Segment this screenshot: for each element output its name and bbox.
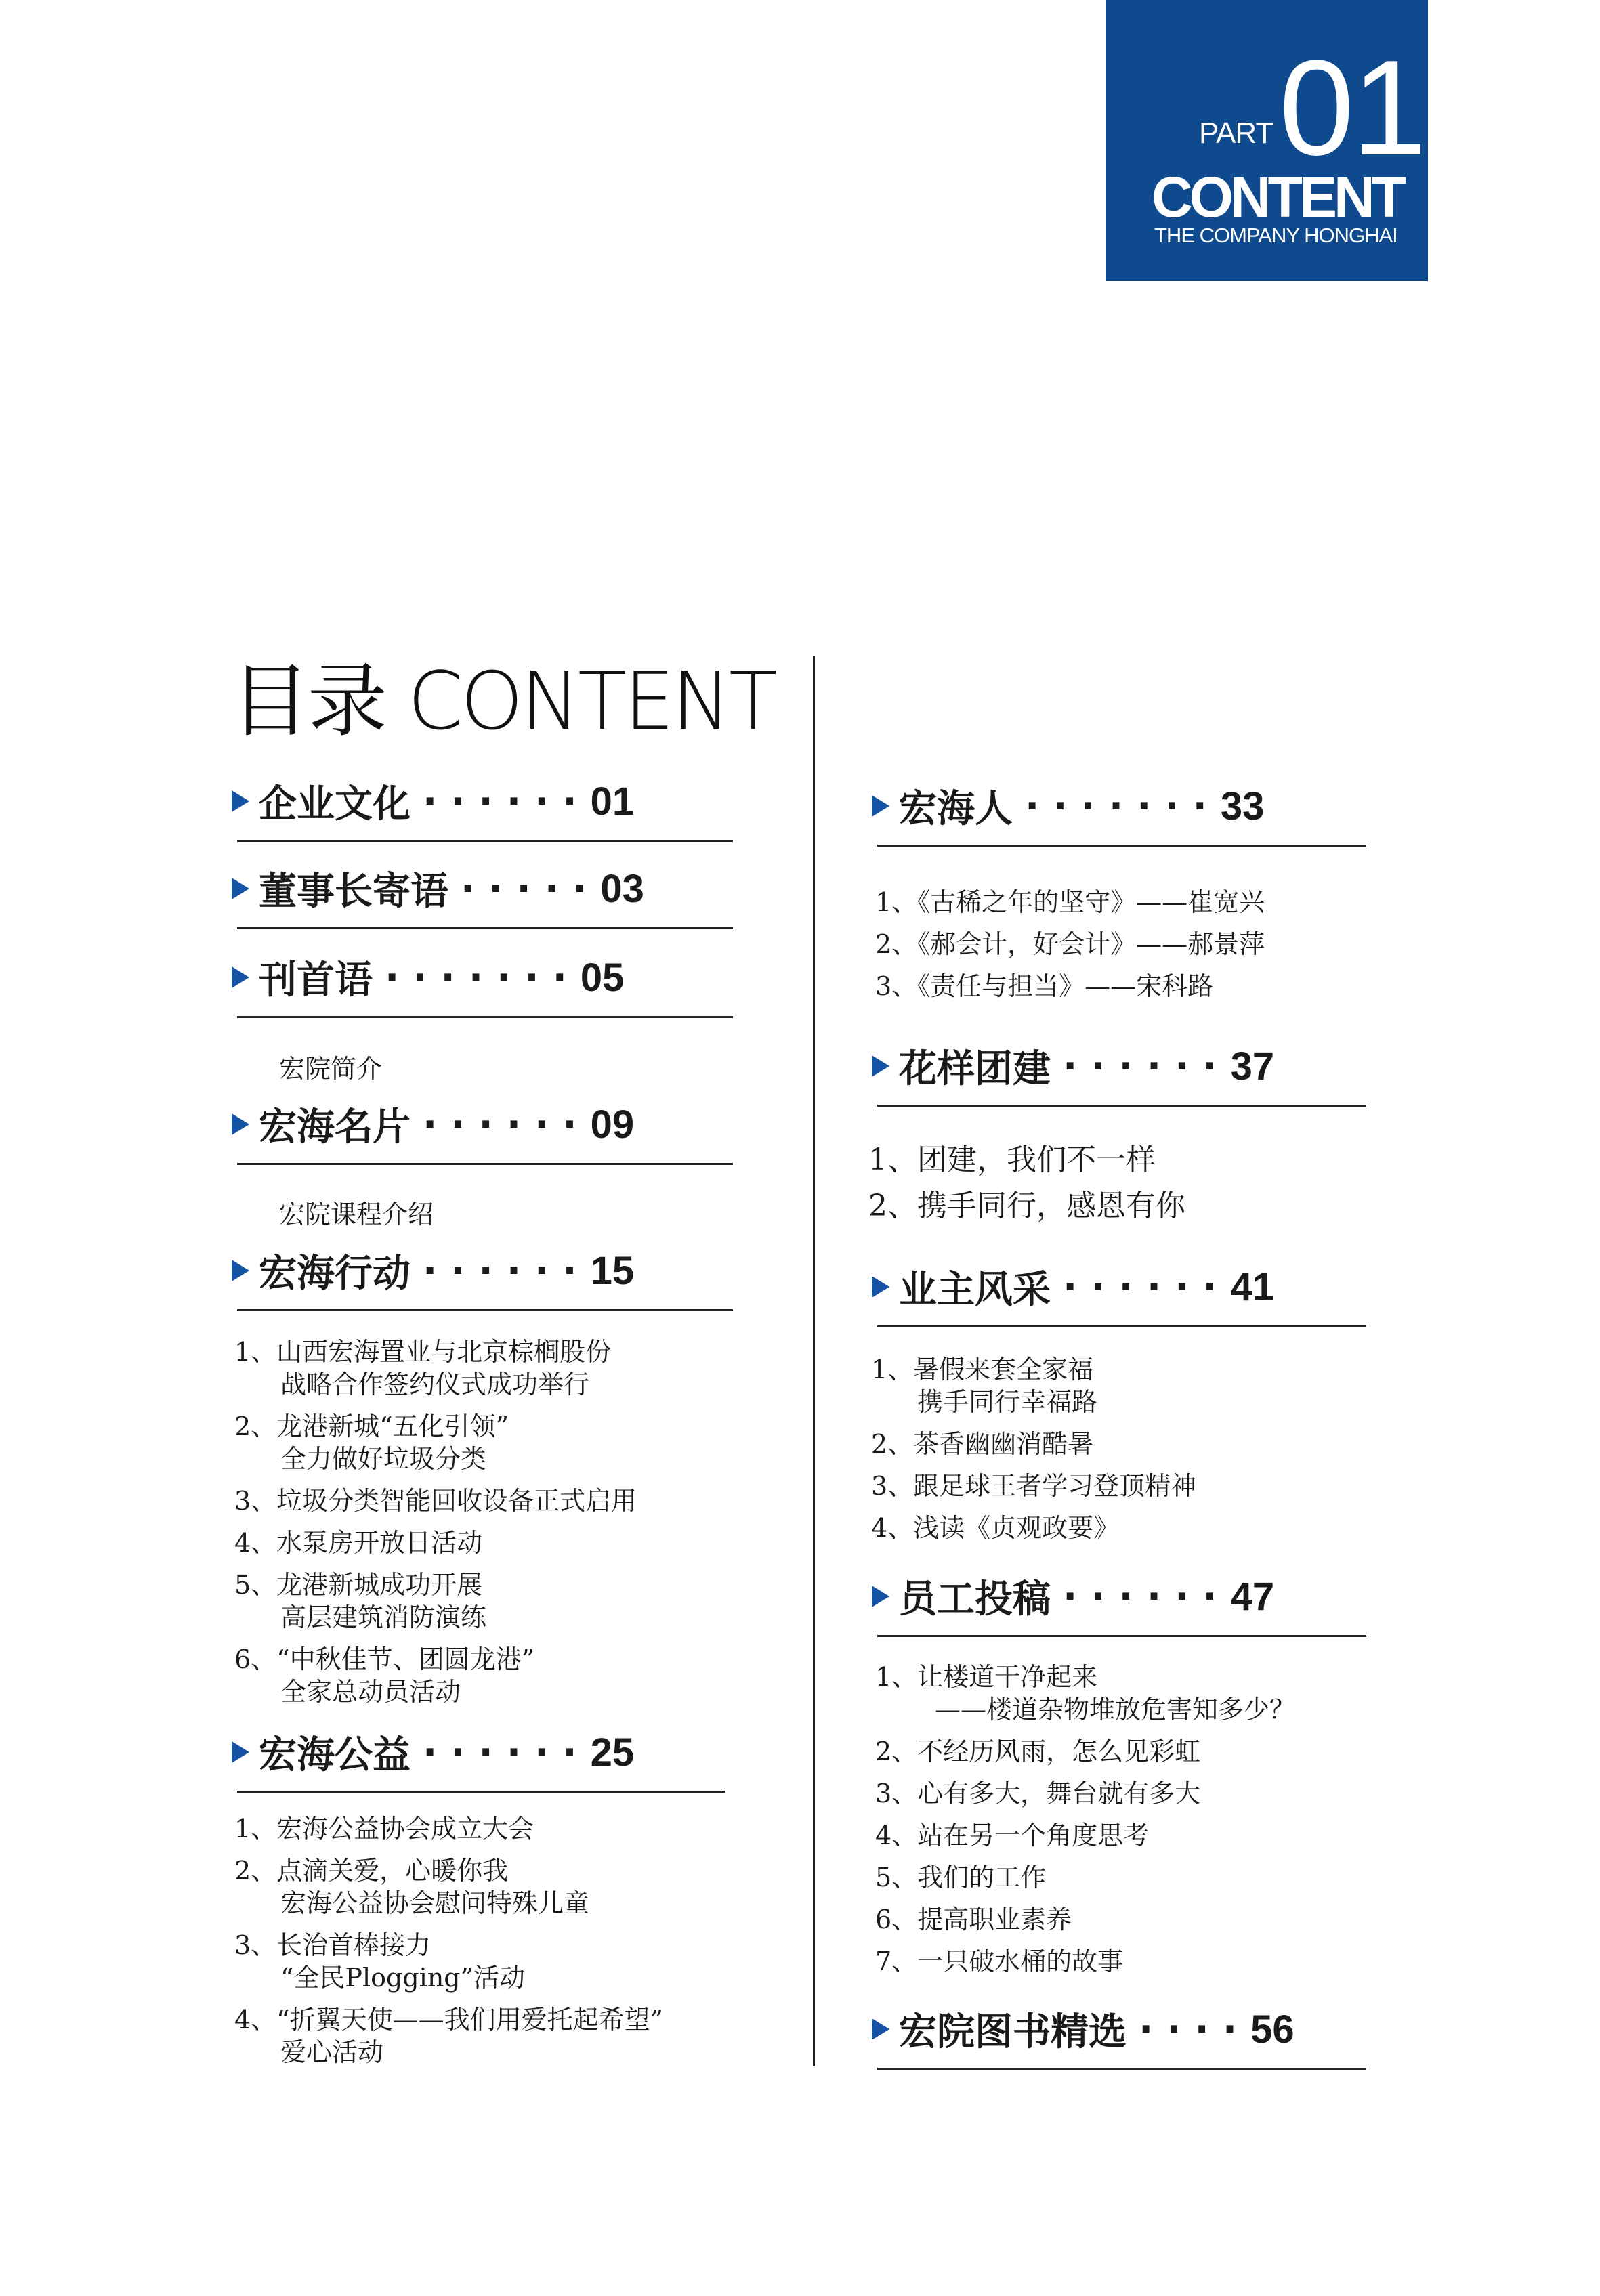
triangle-bullet-icon (872, 2018, 889, 2040)
page-title: 目录 CONTENT (230, 654, 776, 748)
triangle-bullet-icon (232, 1113, 249, 1135)
section-title: 企业文化 (259, 782, 410, 826)
subhead-course-intro: 宏院课程介绍 (279, 1199, 434, 1229)
section-rule (237, 840, 733, 842)
section-rule (877, 845, 1366, 847)
section-title: 宏海名片 (259, 1105, 410, 1149)
section-title: 宏海行动 (259, 1252, 410, 1296)
badge-part-label: PART (1199, 116, 1273, 150)
list-item[interactable]: 7、一只破水桶的故事 (875, 1947, 1124, 1976)
leader-dots: ······· (385, 955, 581, 1000)
list-item[interactable]: 4、浅读《贞观政要》 (871, 1513, 1120, 1543)
triangle-bullet-icon (872, 1586, 889, 1607)
section-rule (237, 1791, 725, 1793)
toc-items-honghai-action (234, 1336, 637, 1718)
toc-section-honghai-people[interactable] (872, 772, 1373, 847)
page-number: 01 (590, 779, 635, 824)
list-item[interactable]: 3、垃圾分类智能回收设备正式启用 (234, 1486, 637, 1516)
leader-dots: ······ (1063, 1044, 1231, 1088)
page-number: 15 (590, 1248, 635, 1293)
toc-section-team-building[interactable] (872, 1032, 1373, 1107)
toc-section-staff-contributions[interactable] (872, 1562, 1373, 1637)
toc-section-preface[interactable] (232, 943, 733, 1018)
section-rule (877, 1105, 1366, 1107)
toc-section-honghai-card[interactable] (232, 1090, 733, 1165)
toc-section-honghai-charity[interactable] (232, 1718, 733, 1793)
page-number: 03 (600, 866, 644, 911)
section-rule (877, 1325, 1366, 1327)
subhead-institute-intro: 宏院简介 (279, 1054, 383, 1084)
list-item[interactable]: 1、山西宏海置业与北京棕榈股份 战略合作签约仪式成功举行 (234, 1337, 612, 1399)
section-rule (877, 2068, 1366, 2070)
section-title: 宏海人 (899, 787, 1013, 831)
list-item[interactable]: 3、跟足球王者学习登顶精神 (871, 1471, 1197, 1501)
leader-dots: ····· (461, 866, 601, 911)
page-number: 09 (590, 1102, 635, 1147)
list-item[interactable]: 3、《责任与担当》——宋科路 (875, 971, 1214, 1001)
list-item[interactable]: 5、我们的工作 (875, 1863, 1047, 1892)
list-item[interactable]: 4、水泵房开放日活动 (234, 1528, 483, 1558)
part-badge (1106, 0, 1428, 281)
toc-section-honghai-action[interactable] (232, 1237, 733, 1311)
section-title: 刊首语 (259, 958, 373, 1002)
toc-section-chairman-message[interactable] (232, 855, 733, 929)
triangle-bullet-icon (232, 966, 249, 988)
page-number: 47 (1230, 1574, 1275, 1619)
list-item[interactable]: 2、龙港新城“五化引领” 全力做好垃圾分类 (234, 1411, 509, 1474)
triangle-bullet-icon (232, 1260, 249, 1281)
list-item[interactable]: 6、提高职业素养 (875, 1905, 1072, 1934)
section-title: 业主风采 (899, 1268, 1051, 1312)
badge-company-label: THE COMPANY HONGHAI (1154, 224, 1397, 247)
list-item[interactable]: 5、龙港新城成功开展 高层建筑消防演练 (234, 1570, 487, 1632)
list-item[interactable]: 4、站在另一个角度思考 (875, 1821, 1150, 1850)
triangle-bullet-icon (872, 795, 889, 817)
leader-dots: ······ (423, 1248, 591, 1293)
list-item[interactable]: 2、点滴关爱，心暖你我 宏海公益协会慰问特殊儿童 (234, 1856, 590, 1918)
toc-items-honghai-charity (234, 1812, 663, 2078)
list-item[interactable]: 1、宏海公益协会成立大会 (234, 1814, 534, 1844)
list-item[interactable]: 2、《郝会计，好会计》——郝景萍 (875, 929, 1265, 959)
toc-items-owner-style (871, 1353, 1196, 1554)
leader-dots: ······ (423, 779, 591, 824)
triangle-bullet-icon (232, 1741, 249, 1763)
leader-dots: ······ (1063, 1264, 1231, 1309)
section-title: 花样团建 (899, 1047, 1051, 1091)
page-number: 05 (580, 955, 625, 1000)
leader-dots: ···· (1139, 2007, 1251, 2051)
toc-section-owner-style[interactable] (872, 1253, 1373, 1327)
page-number: 41 (1230, 1264, 1275, 1309)
list-item[interactable]: 1、让楼道干净起来 ——楼道杂物堆放危害知多少？ (875, 1662, 1296, 1724)
leader-dots: ······· (1025, 784, 1221, 828)
column-divider (813, 656, 815, 2066)
list-item[interactable]: 4、“折翼天使——我们用爱托起希望” 爱心活动 (234, 2005, 664, 2067)
list-item[interactable]: 1、暑假来套全家福 携手同行幸福路 (871, 1355, 1098, 1417)
leader-dots: ······ (1063, 1574, 1231, 1619)
leader-dots: ······ (423, 1102, 591, 1147)
page-number: 33 (1220, 784, 1265, 828)
list-item[interactable]: 3、心有多大，舞台就有多大 (875, 1779, 1201, 1808)
triangle-bullet-icon (232, 790, 249, 812)
leader-dots: ······ (423, 1730, 591, 1774)
section-title: 宏院图书精选 (899, 2010, 1127, 2054)
triangle-bullet-icon (872, 1276, 889, 1298)
section-title: 董事长寄语 (259, 870, 448, 914)
badge-part-number: 01 (1279, 33, 1425, 184)
page-number: 56 (1250, 2007, 1294, 2051)
list-item[interactable]: 1、团建，我们不一样 (868, 1143, 1156, 1177)
section-rule (237, 1163, 733, 1165)
list-item[interactable]: 1、《古稀之年的坚守》——崔宽兴 (875, 887, 1265, 917)
section-rule (237, 1016, 733, 1018)
triangle-bullet-icon (872, 1055, 889, 1077)
section-title: 宏海公益 (259, 1733, 410, 1777)
section-rule (877, 1635, 1366, 1637)
toc-section-book-selection[interactable] (872, 1995, 1373, 2070)
toc-items-honghai-people (875, 886, 1265, 1012)
triangle-bullet-icon (232, 878, 249, 899)
section-rule (237, 927, 733, 929)
list-item[interactable]: 3、长治首棒接力 “全民Plogging”活动 (234, 1930, 526, 1993)
toc-items-staff-contributions (875, 1661, 1295, 1987)
toc-items-team-building (868, 1142, 1185, 1234)
toc-section-corporate-culture[interactable] (232, 767, 733, 842)
badge-content-label: CONTENT (1152, 165, 1403, 229)
section-rule (237, 1309, 733, 1311)
page-number: 25 (590, 1730, 635, 1774)
list-item[interactable]: 6、“中秋佳节、团圆龙港” 全家总动员活动 (234, 1644, 535, 1707)
list-item[interactable]: 2、携手同行，感恩有你 (868, 1189, 1185, 1223)
list-item[interactable]: 2、茶香幽幽消酷暑 (871, 1429, 1094, 1459)
list-item[interactable]: 2、不经历风雨，怎么见彩虹 (875, 1737, 1201, 1766)
page-number: 37 (1230, 1044, 1275, 1088)
section-title: 员工投稿 (899, 1577, 1051, 1621)
